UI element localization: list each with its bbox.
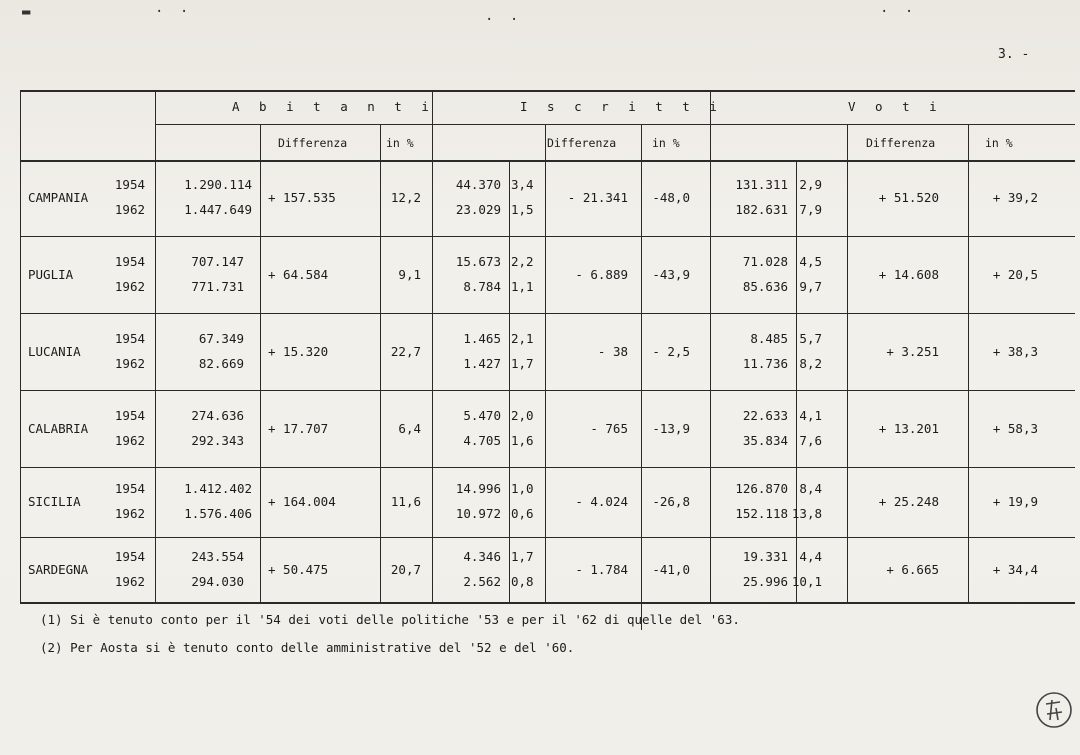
region-name: PUGLIA [28, 266, 74, 282]
voti-1954: 126.870 [735, 481, 788, 496]
voti-1954: 22.633 [742, 407, 788, 423]
year-1962: 1962 [114, 355, 145, 371]
abitanti-1962: 82.669 [198, 355, 244, 371]
iscritti-differenza: - 38 [597, 343, 628, 359]
iscritti-1954: 4.346 [463, 548, 501, 564]
abitanti-pct: 12,2 [390, 190, 421, 205]
scan-dots: · · [485, 12, 523, 28]
voti-ratio-1954: 4,1 [799, 407, 822, 423]
iscritti-1954: 1.465 [463, 330, 501, 346]
iscritti-ratio-1954: 1,7 [511, 548, 534, 564]
iscritti-pct: -43,9 [652, 266, 690, 282]
abitanti-pct: 22,7 [390, 343, 421, 359]
iscritti-differenza: - 21.341 [567, 190, 628, 205]
voti-pct: + 38,3 [992, 343, 1038, 359]
table-rule [710, 90, 711, 602]
abitanti-1962: 292.343 [191, 432, 244, 448]
voti-1962: 35.834 [742, 432, 788, 448]
header-vo-differenza: Differenza [866, 136, 936, 150]
iscritti-1962: 2.562 [463, 573, 501, 589]
table-rule [155, 124, 1075, 125]
abitanti-differenza: + 157.535 [268, 190, 336, 205]
header-ab-differenza: Differenza [278, 136, 348, 150]
year-1954: 1954 [114, 407, 145, 423]
voti-differenza: + 13.201 [878, 420, 939, 436]
voti-1962: 25.996 [742, 573, 788, 589]
voti-pct: + 20,5 [992, 266, 1038, 282]
year-1954: 1954 [114, 481, 145, 496]
voti-differenza: + 14.608 [878, 266, 939, 282]
table-rule [20, 236, 1075, 237]
year-1962: 1962 [114, 432, 145, 448]
voti-differenza: + 51.520 [878, 190, 939, 205]
abitanti-pct: 20,7 [390, 561, 421, 577]
year-1962: 1962 [114, 202, 145, 217]
abitanti-1962: 1.576.406 [184, 506, 252, 521]
table-rule [20, 160, 1075, 162]
voti-differenza: + 3.251 [886, 343, 939, 359]
scan-dots: · · [880, 4, 918, 20]
year-1962: 1962 [114, 278, 145, 294]
abitanti-1962: 771.731 [191, 278, 244, 294]
table-rule [20, 90, 21, 602]
abitanti-differenza: + 17.707 [268, 420, 329, 436]
iscritti-ratio-1954: 2,2 [511, 253, 534, 269]
table-rule [20, 90, 1075, 92]
iscritti-ratio-1962: 0,6 [511, 506, 534, 521]
header-is-differenza: Differenza [547, 136, 617, 150]
voti-ratio-1962: 7,9 [799, 202, 822, 217]
iscritti-1962: 4.705 [463, 432, 501, 448]
abitanti-1954: 707.147 [191, 253, 244, 269]
voti-ratio-1962: 9,7 [799, 278, 822, 294]
iscritti-differenza: - 4.024 [575, 494, 628, 509]
header-abitanti: A b i t a n t i [232, 99, 435, 114]
abitanti-differenza: + 50.475 [268, 561, 329, 577]
voti-ratio-1962: 13,8 [791, 506, 822, 521]
abitanti-pct: 6,4 [398, 420, 421, 436]
iscritti-ratio-1954: 1,0 [511, 481, 534, 496]
iscritti-pct: -26,8 [652, 494, 690, 509]
abitanti-1954: 1.290.114 [184, 177, 252, 192]
voti-1954: 131.311 [735, 177, 788, 192]
abitanti-differenza: + 64.584 [268, 266, 329, 282]
voti-ratio-1954: 4,4 [799, 548, 822, 564]
year-1962: 1962 [114, 506, 145, 521]
iscritti-1962: 8.784 [463, 278, 501, 294]
region-name: CALABRIA [28, 420, 89, 436]
year-1954: 1954 [114, 548, 145, 564]
table-rule [509, 160, 510, 602]
abitanti-1954: 1.412.402 [184, 481, 252, 496]
iscritti-pct: -13,9 [652, 420, 690, 436]
footnote-2: (2) Per Aosta si è tenuto conto delle amministrative del '52 e del '60. [40, 640, 575, 655]
year-1954: 1954 [114, 253, 145, 269]
table-rule [20, 467, 1075, 468]
iscritti-differenza: - 6.889 [575, 266, 628, 282]
table-rule [20, 390, 1075, 391]
region-name: SICILIA [28, 494, 81, 509]
table-rule [796, 160, 797, 602]
iscritti-differenza: - 765 [590, 420, 628, 436]
year-1954: 1954 [114, 330, 145, 346]
scan-dots: · · [155, 4, 193, 20]
iscritti-1954: 14.996 [455, 481, 501, 496]
table-rule [20, 602, 1075, 604]
voti-pct: + 19,9 [992, 494, 1038, 509]
iscritti-pct: -48,0 [652, 190, 690, 205]
voti-1962: 182.631 [735, 202, 788, 217]
voti-1954: 71.028 [742, 253, 788, 269]
header-voti: V o t i [848, 99, 943, 114]
voti-differenza: + 25.248 [878, 494, 939, 509]
region-name: CAMPANIA [28, 190, 89, 205]
abitanti-1954: 274.636 [191, 407, 244, 423]
header-vo-pct: in % [985, 136, 1013, 150]
abitanti-1962: 1.447.649 [184, 202, 252, 217]
iscritti-pct: - 2,5 [652, 343, 690, 359]
header-iscritti: I s c r i t t i [520, 99, 723, 114]
abitanti-pct: 9,1 [398, 266, 421, 282]
voti-ratio-1962: 8,2 [799, 355, 822, 371]
abitanti-1962: 294.030 [191, 573, 244, 589]
voti-pct: + 34,4 [992, 561, 1038, 577]
footnote-1: (1) Si è tenuto conto per il '54 dei voti delle politiche '53 e per il '62 di quelle del '63. [40, 612, 740, 627]
abitanti-1954: 67.349 [198, 330, 244, 346]
region-name: LUCANIA [28, 343, 81, 359]
abitanti-pct: 11,6 [390, 494, 421, 509]
year-1962: 1962 [114, 573, 145, 589]
table-rule [155, 90, 156, 602]
voti-ratio-1962: 7,6 [799, 432, 822, 448]
iscritti-ratio-1962: 1,6 [511, 432, 534, 448]
header-ab-pct: in % [386, 136, 414, 150]
iscritti-ratio-1954: 2,1 [511, 330, 534, 346]
iscritti-ratio-1962: 1,7 [511, 355, 534, 371]
voti-1954: 19.331 [742, 548, 788, 564]
iscritti-pct: -41,0 [652, 561, 690, 577]
voti-1962: 11.736 [742, 355, 788, 371]
voti-1954: 8.485 [750, 330, 788, 346]
voti-pct: + 58,3 [992, 420, 1038, 436]
iscritti-ratio-1962: 1,5 [511, 202, 534, 217]
voti-ratio-1954: 4,5 [799, 253, 822, 269]
abitanti-differenza: + 164.004 [268, 494, 336, 509]
iscritti-1954: 5.470 [463, 407, 501, 423]
iscritti-ratio-1954: 2,0 [511, 407, 534, 423]
iscritti-1962: 23.029 [455, 202, 501, 217]
iscritti-differenza: - 1.784 [575, 561, 628, 577]
year-1954: 1954 [114, 177, 145, 192]
voti-pct: + 39,2 [992, 190, 1038, 205]
voti-ratio-1962: 10,1 [791, 573, 822, 589]
voti-differenza: + 6.665 [886, 561, 939, 577]
voti-1962: 85.636 [742, 278, 788, 294]
iscritti-1962: 1.427 [463, 355, 501, 371]
iscritti-ratio-1954: 3,4 [511, 177, 534, 192]
voti-1962: 152.118 [735, 506, 788, 521]
header-is-pct: in % [652, 136, 680, 150]
region-name: SARDEGNA [28, 561, 89, 577]
iscritti-1962: 10.972 [455, 506, 501, 521]
iscritti-1954: 15.673 [455, 253, 501, 269]
voti-ratio-1954: 2,9 [799, 177, 822, 192]
voti-ratio-1954: 5,7 [799, 330, 822, 346]
table-rule [20, 313, 1075, 314]
abitanti-differenza: + 15.320 [268, 343, 329, 359]
voti-ratio-1954: 8,4 [799, 481, 822, 496]
iscritti-1954: 44.370 [455, 177, 501, 192]
abitanti-1954: 243.554 [191, 548, 244, 564]
iscritti-ratio-1962: 0,8 [511, 573, 534, 589]
archive-stamp-icon [1034, 690, 1074, 730]
table-rule [20, 537, 1075, 538]
page-number: 3. - [998, 47, 1030, 62]
scan-mark: ▬ [22, 4, 35, 20]
iscritti-ratio-1962: 1,1 [511, 278, 534, 294]
